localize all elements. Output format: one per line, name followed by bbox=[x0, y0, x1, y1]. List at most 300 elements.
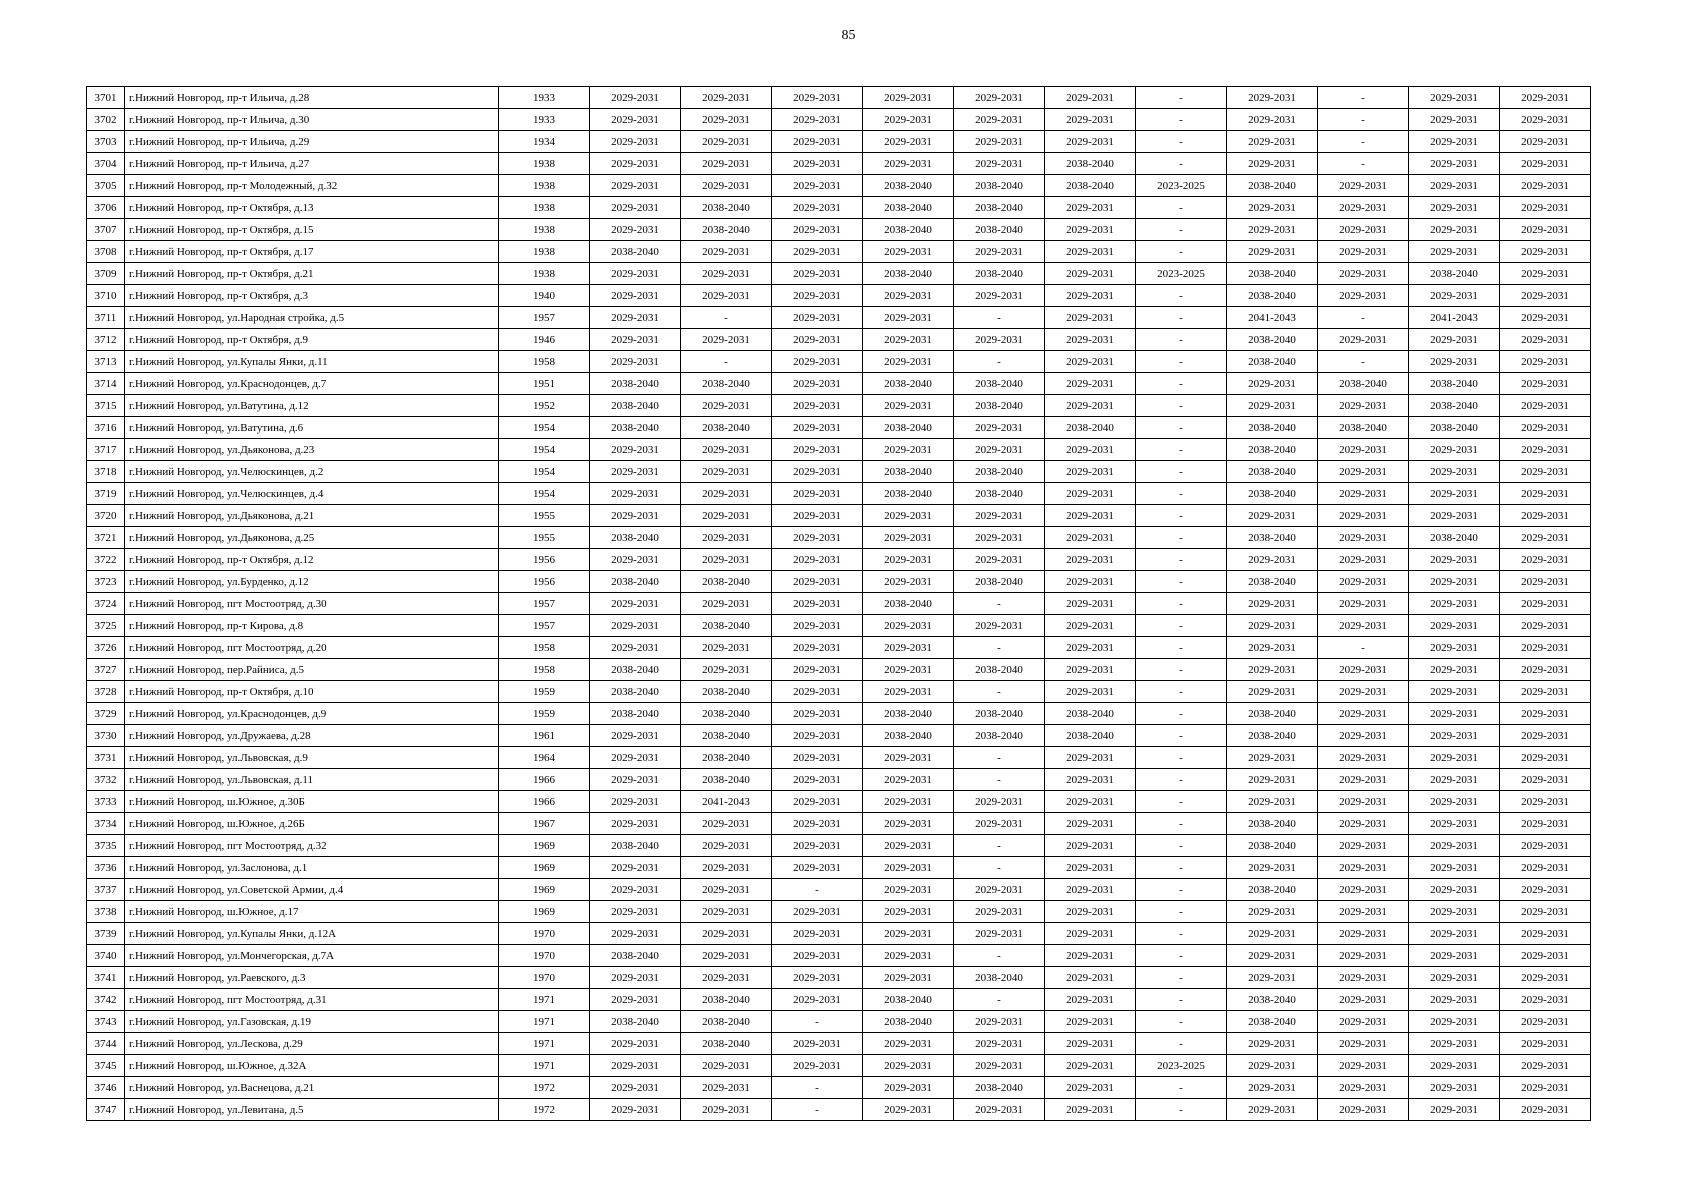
period-cell: 2029-2031 bbox=[772, 637, 863, 659]
period-cell: 2029-2031 bbox=[590, 747, 681, 769]
period-cell: 2029-2031 bbox=[1500, 1011, 1591, 1033]
period-cell: 2029-2031 bbox=[681, 461, 772, 483]
address-cell: г.Нижний Новгород, ул.Краснодонцев, д.9 bbox=[125, 703, 499, 725]
period-cell: 2029-2031 bbox=[1409, 87, 1500, 109]
year-cell: 1972 bbox=[499, 1099, 590, 1121]
period-cell: 2029-2031 bbox=[954, 241, 1045, 263]
period-cell: 2029-2031 bbox=[1318, 263, 1409, 285]
period-cell: 2029-2031 bbox=[772, 593, 863, 615]
period-cell: 2029-2031 bbox=[863, 395, 954, 417]
period-cell: - bbox=[1136, 857, 1227, 879]
period-cell: 2029-2031 bbox=[863, 439, 954, 461]
period-cell: 2029-2031 bbox=[681, 131, 772, 153]
period-cell: 2029-2031 bbox=[772, 1033, 863, 1055]
period-cell: - bbox=[1136, 395, 1227, 417]
address-cell: г.Нижний Новгород, ул.Мончегорская, д.7А bbox=[125, 945, 499, 967]
period-cell: 2029-2031 bbox=[590, 857, 681, 879]
period-cell: 2029-2031 bbox=[681, 835, 772, 857]
period-cell: 2029-2031 bbox=[1409, 879, 1500, 901]
period-cell: 2029-2031 bbox=[1045, 263, 1136, 285]
table-row bbox=[87, 1055, 1591, 1077]
table-row bbox=[87, 329, 1591, 351]
period-cell: 2029-2031 bbox=[772, 549, 863, 571]
period-cell: 2029-2031 bbox=[1318, 439, 1409, 461]
period-cell: 2029-2031 bbox=[863, 1099, 954, 1121]
row-number-cell: 3733 bbox=[87, 791, 125, 813]
period-cell: 2029-2031 bbox=[954, 791, 1045, 813]
period-cell: 2038-2040 bbox=[681, 1011, 772, 1033]
period-cell: 2029-2031 bbox=[863, 1077, 954, 1099]
period-cell: 2029-2031 bbox=[1318, 901, 1409, 923]
row-number-cell: 3745 bbox=[87, 1055, 125, 1077]
period-cell: 2038-2040 bbox=[1045, 703, 1136, 725]
period-cell: 2029-2031 bbox=[590, 593, 681, 615]
row-number-cell: 3714 bbox=[87, 373, 125, 395]
period-cell: 2029-2031 bbox=[1227, 1099, 1318, 1121]
address-cell: г.Нижний Новгород, пр-т Ильича, д.29 bbox=[125, 131, 499, 153]
table-row bbox=[87, 901, 1591, 923]
period-cell: - bbox=[1136, 945, 1227, 967]
row-number-cell: 3739 bbox=[87, 923, 125, 945]
period-cell: 2038-2040 bbox=[590, 571, 681, 593]
year-cell: 1946 bbox=[499, 329, 590, 351]
row-number-cell: 3734 bbox=[87, 813, 125, 835]
period-cell: 2038-2040 bbox=[863, 989, 954, 1011]
year-cell: 1971 bbox=[499, 1011, 590, 1033]
period-cell: 2029-2031 bbox=[1409, 483, 1500, 505]
period-cell: 2038-2040 bbox=[590, 945, 681, 967]
period-cell: 2029-2031 bbox=[1227, 219, 1318, 241]
period-cell: - bbox=[1136, 483, 1227, 505]
row-number-cell: 3703 bbox=[87, 131, 125, 153]
period-cell: 2029-2031 bbox=[1318, 681, 1409, 703]
period-cell: - bbox=[954, 747, 1045, 769]
address-cell: г.Нижний Новгород, пр-т Ильича, д.28 bbox=[125, 87, 499, 109]
period-cell: 2038-2040 bbox=[863, 483, 954, 505]
period-cell: - bbox=[1318, 109, 1409, 131]
period-cell: - bbox=[1136, 791, 1227, 813]
period-cell: 2029-2031 bbox=[772, 131, 863, 153]
period-cell: 2029-2031 bbox=[1409, 703, 1500, 725]
period-cell: - bbox=[1136, 109, 1227, 131]
period-cell: 2029-2031 bbox=[1409, 989, 1500, 1011]
period-cell: 2038-2040 bbox=[954, 175, 1045, 197]
year-cell: 1938 bbox=[499, 197, 590, 219]
period-cell: 2029-2031 bbox=[772, 659, 863, 681]
period-cell: - bbox=[1136, 1011, 1227, 1033]
period-cell: 2029-2031 bbox=[863, 527, 954, 549]
period-cell: - bbox=[1136, 505, 1227, 527]
period-cell: 2029-2031 bbox=[590, 197, 681, 219]
period-cell: 2029-2031 bbox=[772, 439, 863, 461]
period-cell: 2029-2031 bbox=[772, 153, 863, 175]
year-cell: 1938 bbox=[499, 153, 590, 175]
year-cell: 1966 bbox=[499, 769, 590, 791]
period-cell: 2029-2031 bbox=[1500, 769, 1591, 791]
period-cell: 2038-2040 bbox=[954, 219, 1045, 241]
period-cell: - bbox=[1136, 703, 1227, 725]
period-cell: 2029-2031 bbox=[863, 87, 954, 109]
period-cell: 2038-2040 bbox=[863, 417, 954, 439]
period-cell: 2029-2031 bbox=[1045, 923, 1136, 945]
period-cell: 2029-2031 bbox=[1318, 285, 1409, 307]
address-cell: г.Нижний Новгород, пр-т Октября, д.3 bbox=[125, 285, 499, 307]
table-row bbox=[87, 989, 1591, 1011]
period-cell: - bbox=[1136, 637, 1227, 659]
period-cell: 2029-2031 bbox=[1045, 307, 1136, 329]
row-number-cell: 3743 bbox=[87, 1011, 125, 1033]
address-cell: г.Нижний Новгород, ул.Краснодонцев, д.7 bbox=[125, 373, 499, 395]
period-cell: 2029-2031 bbox=[590, 153, 681, 175]
address-cell: г.Нижний Новгород, ул.Ватутина, д.6 bbox=[125, 417, 499, 439]
period-cell: 2029-2031 bbox=[1318, 1033, 1409, 1055]
period-cell: 2029-2031 bbox=[954, 439, 1045, 461]
period-cell: 2029-2031 bbox=[1500, 175, 1591, 197]
period-cell: 2029-2031 bbox=[1227, 901, 1318, 923]
row-number-cell: 3716 bbox=[87, 417, 125, 439]
period-cell: 2029-2031 bbox=[1227, 681, 1318, 703]
year-cell: 1959 bbox=[499, 703, 590, 725]
period-cell: 2038-2040 bbox=[863, 703, 954, 725]
period-cell: 2038-2040 bbox=[954, 197, 1045, 219]
period-cell: 2029-2031 bbox=[772, 857, 863, 879]
period-cell: 2029-2031 bbox=[1227, 87, 1318, 109]
period-cell: 2029-2031 bbox=[1409, 109, 1500, 131]
period-cell: 2029-2031 bbox=[1045, 87, 1136, 109]
period-cell: 2029-2031 bbox=[772, 483, 863, 505]
period-cell: - bbox=[1136, 593, 1227, 615]
table-row bbox=[87, 549, 1591, 571]
year-cell: 1957 bbox=[499, 593, 590, 615]
period-cell: 2029-2031 bbox=[1500, 307, 1591, 329]
period-cell: 2029-2031 bbox=[1045, 835, 1136, 857]
period-cell: - bbox=[1136, 153, 1227, 175]
period-cell: 2029-2031 bbox=[1409, 571, 1500, 593]
period-cell: 2029-2031 bbox=[1318, 747, 1409, 769]
period-cell: 2029-2031 bbox=[863, 747, 954, 769]
period-cell: - bbox=[772, 1011, 863, 1033]
period-cell: 2029-2031 bbox=[1227, 593, 1318, 615]
address-cell: г.Нижний Новгород, ш.Южное, д.30Б bbox=[125, 791, 499, 813]
row-number-cell: 3738 bbox=[87, 901, 125, 923]
row-number-cell: 3727 bbox=[87, 659, 125, 681]
period-cell: 2029-2031 bbox=[1409, 791, 1500, 813]
period-cell: 2029-2031 bbox=[1045, 945, 1136, 967]
period-cell: 2029-2031 bbox=[772, 351, 863, 373]
period-cell: 2038-2040 bbox=[1227, 1011, 1318, 1033]
period-cell: 2029-2031 bbox=[1409, 813, 1500, 835]
period-cell: 2029-2031 bbox=[1500, 351, 1591, 373]
period-cell: 2029-2031 bbox=[1045, 351, 1136, 373]
period-cell: 2029-2031 bbox=[1500, 373, 1591, 395]
period-cell: 2038-2040 bbox=[590, 527, 681, 549]
period-cell: 2029-2031 bbox=[590, 989, 681, 1011]
period-cell: - bbox=[1136, 901, 1227, 923]
period-cell: 2029-2031 bbox=[1409, 725, 1500, 747]
period-cell: 2029-2031 bbox=[1409, 241, 1500, 263]
address-cell: г.Нижний Новгород, ул.Купалы Янки, д.11 bbox=[125, 351, 499, 373]
period-cell: 2029-2031 bbox=[1409, 461, 1500, 483]
period-cell: 2038-2040 bbox=[863, 725, 954, 747]
period-cell: 2029-2031 bbox=[1045, 439, 1136, 461]
period-cell: 2029-2031 bbox=[1045, 593, 1136, 615]
period-cell: 2029-2031 bbox=[1227, 373, 1318, 395]
period-cell: 2029-2031 bbox=[863, 109, 954, 131]
period-cell: 2029-2031 bbox=[1409, 593, 1500, 615]
period-cell: 2029-2031 bbox=[1318, 857, 1409, 879]
year-cell: 1957 bbox=[499, 307, 590, 329]
period-cell: 2029-2031 bbox=[590, 505, 681, 527]
period-cell: 2029-2031 bbox=[590, 109, 681, 131]
period-cell: 2029-2031 bbox=[863, 835, 954, 857]
period-cell: 2029-2031 bbox=[1500, 153, 1591, 175]
period-cell: 2029-2031 bbox=[863, 571, 954, 593]
period-cell: - bbox=[1136, 329, 1227, 351]
period-cell: 2029-2031 bbox=[1045, 659, 1136, 681]
row-number-cell: 3708 bbox=[87, 241, 125, 263]
period-cell: 2038-2040 bbox=[1227, 989, 1318, 1011]
period-cell: 2029-2031 bbox=[1227, 1077, 1318, 1099]
period-cell: 2038-2040 bbox=[1227, 439, 1318, 461]
period-cell: 2029-2031 bbox=[1227, 769, 1318, 791]
period-cell: 2029-2031 bbox=[863, 307, 954, 329]
period-cell: 2029-2031 bbox=[590, 967, 681, 989]
year-cell: 1958 bbox=[499, 351, 590, 373]
period-cell: 2029-2031 bbox=[1500, 131, 1591, 153]
period-cell: - bbox=[954, 989, 1045, 1011]
period-cell: 2029-2031 bbox=[863, 1033, 954, 1055]
period-cell: 2029-2031 bbox=[1500, 747, 1591, 769]
period-cell: 2038-2040 bbox=[681, 615, 772, 637]
row-number-cell: 3704 bbox=[87, 153, 125, 175]
period-cell: 2029-2031 bbox=[1500, 439, 1591, 461]
address-cell: г.Нижний Новгород, ш.Южное, д.32А bbox=[125, 1055, 499, 1077]
period-cell: 2038-2040 bbox=[863, 461, 954, 483]
row-number-cell: 3735 bbox=[87, 835, 125, 857]
period-cell: 2029-2031 bbox=[954, 1011, 1045, 1033]
period-cell: 2029-2031 bbox=[681, 1099, 772, 1121]
period-cell: 2029-2031 bbox=[590, 439, 681, 461]
period-cell: 2029-2031 bbox=[1500, 681, 1591, 703]
period-cell: 2029-2031 bbox=[863, 769, 954, 791]
period-cell: 2029-2031 bbox=[1227, 1055, 1318, 1077]
period-cell: - bbox=[954, 769, 1045, 791]
row-number-cell: 3742 bbox=[87, 989, 125, 1011]
row-number-cell: 3713 bbox=[87, 351, 125, 373]
period-cell: 2029-2031 bbox=[590, 1055, 681, 1077]
period-cell: 2029-2031 bbox=[772, 329, 863, 351]
period-cell: 2038-2040 bbox=[1227, 571, 1318, 593]
row-number-cell: 3701 bbox=[87, 87, 125, 109]
address-cell: г.Нижний Новгород, ул.Левитана, д.5 bbox=[125, 1099, 499, 1121]
period-cell: - bbox=[1136, 1033, 1227, 1055]
address-cell: г.Нижний Новгород, пр-т Молодежный, д.32 bbox=[125, 175, 499, 197]
period-cell: 2029-2031 bbox=[954, 923, 1045, 945]
period-cell: - bbox=[1136, 197, 1227, 219]
period-cell: 2023-2025 bbox=[1136, 1055, 1227, 1077]
period-cell: 2029-2031 bbox=[590, 1033, 681, 1055]
period-cell: - bbox=[1136, 725, 1227, 747]
period-cell: 2029-2031 bbox=[681, 1077, 772, 1099]
row-number-cell: 3706 bbox=[87, 197, 125, 219]
period-cell: - bbox=[954, 637, 1045, 659]
period-cell: 2029-2031 bbox=[1045, 197, 1136, 219]
period-cell: 2029-2031 bbox=[1227, 153, 1318, 175]
row-number-cell: 3726 bbox=[87, 637, 125, 659]
period-cell: 2029-2031 bbox=[1045, 285, 1136, 307]
address-cell: г.Нижний Новгород, пгт Мостоотряд, д.30 bbox=[125, 593, 499, 615]
period-cell: 2029-2031 bbox=[1500, 659, 1591, 681]
period-cell: 2029-2031 bbox=[1409, 637, 1500, 659]
period-cell: 2038-2040 bbox=[681, 373, 772, 395]
year-cell: 1972 bbox=[499, 1077, 590, 1099]
period-cell: 2029-2031 bbox=[1500, 857, 1591, 879]
period-cell: 2029-2031 bbox=[1227, 857, 1318, 879]
period-cell: 2038-2040 bbox=[1227, 835, 1318, 857]
year-cell: 1954 bbox=[499, 483, 590, 505]
period-cell: 2029-2031 bbox=[1500, 615, 1591, 637]
address-cell: г.Нижний Новгород, ул.Заслонова, д.1 bbox=[125, 857, 499, 879]
period-cell: 2029-2031 bbox=[1045, 791, 1136, 813]
period-cell: 2038-2040 bbox=[1227, 351, 1318, 373]
address-cell: г.Нижний Новгород, ул.Дружаева, д.28 bbox=[125, 725, 499, 747]
period-cell: 2029-2031 bbox=[681, 241, 772, 263]
period-cell: 2029-2031 bbox=[772, 527, 863, 549]
period-cell: 2029-2031 bbox=[590, 351, 681, 373]
period-cell: 2038-2040 bbox=[681, 989, 772, 1011]
period-cell: 2029-2031 bbox=[681, 593, 772, 615]
period-cell: 2029-2031 bbox=[590, 285, 681, 307]
period-cell: 2029-2031 bbox=[681, 439, 772, 461]
table-row bbox=[87, 923, 1591, 945]
period-cell: 2029-2031 bbox=[681, 109, 772, 131]
table-row bbox=[87, 791, 1591, 813]
table-row bbox=[87, 593, 1591, 615]
address-cell: г.Нижний Новгород, ул.Дьяконова, д.25 bbox=[125, 527, 499, 549]
period-cell: 2029-2031 bbox=[1318, 923, 1409, 945]
period-cell: 2038-2040 bbox=[1045, 725, 1136, 747]
address-cell: г.Нижний Новгород, ул.Ватутина, д.12 bbox=[125, 395, 499, 417]
period-cell: 2029-2031 bbox=[772, 1055, 863, 1077]
year-cell: 1955 bbox=[499, 505, 590, 527]
period-cell: 2029-2031 bbox=[590, 175, 681, 197]
period-cell: 2029-2031 bbox=[1045, 747, 1136, 769]
year-cell: 1938 bbox=[499, 263, 590, 285]
period-cell: - bbox=[1136, 241, 1227, 263]
period-cell: 2038-2040 bbox=[681, 681, 772, 703]
row-number-cell: 3709 bbox=[87, 263, 125, 285]
period-cell: - bbox=[1136, 659, 1227, 681]
period-cell: 2029-2031 bbox=[1227, 197, 1318, 219]
year-cell: 1958 bbox=[499, 637, 590, 659]
table-row bbox=[87, 747, 1591, 769]
period-cell: 2029-2031 bbox=[681, 637, 772, 659]
period-cell: 2029-2031 bbox=[954, 1033, 1045, 1055]
period-cell: 2029-2031 bbox=[863, 131, 954, 153]
period-cell: 2029-2031 bbox=[1045, 241, 1136, 263]
period-cell: 2029-2031 bbox=[863, 329, 954, 351]
address-cell: г.Нижний Новгород, ул.Советской Армии, д.4 bbox=[125, 879, 499, 901]
period-cell: 2029-2031 bbox=[1318, 329, 1409, 351]
period-cell: - bbox=[1136, 813, 1227, 835]
period-cell: 2029-2031 bbox=[1500, 1055, 1591, 1077]
address-cell: г.Нижний Новгород, ш.Южное, д.17 bbox=[125, 901, 499, 923]
table-row bbox=[87, 967, 1591, 989]
period-cell: 2029-2031 bbox=[1409, 1011, 1500, 1033]
period-cell: 2029-2031 bbox=[954, 153, 1045, 175]
period-cell: 2029-2031 bbox=[681, 285, 772, 307]
period-cell: 2029-2031 bbox=[1227, 747, 1318, 769]
period-cell: 2029-2031 bbox=[772, 769, 863, 791]
period-cell: 2029-2031 bbox=[1045, 483, 1136, 505]
table-row bbox=[87, 131, 1591, 153]
table-row bbox=[87, 417, 1591, 439]
year-cell: 1954 bbox=[499, 417, 590, 439]
period-cell: 2029-2031 bbox=[1500, 505, 1591, 527]
period-cell: 2038-2040 bbox=[1227, 483, 1318, 505]
period-cell: 2038-2040 bbox=[1227, 813, 1318, 835]
row-number-cell: 3747 bbox=[87, 1099, 125, 1121]
period-cell: 2029-2031 bbox=[1409, 1099, 1500, 1121]
row-number-cell: 3724 bbox=[87, 593, 125, 615]
period-cell: 2029-2031 bbox=[772, 945, 863, 967]
period-cell: 2029-2031 bbox=[1500, 1099, 1591, 1121]
period-cell: 2029-2031 bbox=[1318, 197, 1409, 219]
table-row bbox=[87, 571, 1591, 593]
period-cell: 2029-2031 bbox=[863, 967, 954, 989]
table-row bbox=[87, 835, 1591, 857]
period-cell: 2029-2031 bbox=[1409, 967, 1500, 989]
period-cell: 2029-2031 bbox=[863, 615, 954, 637]
period-cell: - bbox=[954, 835, 1045, 857]
period-cell: 2029-2031 bbox=[772, 791, 863, 813]
period-cell: 2029-2031 bbox=[1409, 175, 1500, 197]
period-cell: 2038-2040 bbox=[1227, 879, 1318, 901]
period-cell: 2029-2031 bbox=[1227, 505, 1318, 527]
row-number-cell: 3740 bbox=[87, 945, 125, 967]
period-cell: 2029-2031 bbox=[863, 153, 954, 175]
period-cell: 2038-2040 bbox=[1227, 175, 1318, 197]
period-cell: 2038-2040 bbox=[1227, 285, 1318, 307]
period-cell: 2029-2031 bbox=[863, 857, 954, 879]
address-cell: г.Нижний Новгород, ул.Бурденко, д.12 bbox=[125, 571, 499, 593]
period-cell: 2029-2031 bbox=[1045, 901, 1136, 923]
period-cell: 2029-2031 bbox=[1409, 945, 1500, 967]
period-cell: 2029-2031 bbox=[590, 87, 681, 109]
year-cell: 1970 bbox=[499, 945, 590, 967]
period-cell: 2038-2040 bbox=[681, 725, 772, 747]
table-row bbox=[87, 703, 1591, 725]
period-cell: 2029-2031 bbox=[681, 901, 772, 923]
period-cell: - bbox=[954, 307, 1045, 329]
period-cell: 2029-2031 bbox=[1227, 923, 1318, 945]
period-cell: 2029-2031 bbox=[1318, 571, 1409, 593]
period-cell: 2029-2031 bbox=[590, 879, 681, 901]
period-cell: 2029-2031 bbox=[1045, 395, 1136, 417]
period-cell: 2038-2040 bbox=[1409, 527, 1500, 549]
period-cell: 2029-2031 bbox=[681, 395, 772, 417]
year-cell: 1955 bbox=[499, 527, 590, 549]
period-cell: 2038-2040 bbox=[954, 703, 1045, 725]
period-cell: 2029-2031 bbox=[1409, 329, 1500, 351]
period-cell: - bbox=[772, 1099, 863, 1121]
table-row bbox=[87, 1033, 1591, 1055]
period-cell: 2029-2031 bbox=[681, 527, 772, 549]
row-number-cell: 3730 bbox=[87, 725, 125, 747]
period-cell: 2029-2031 bbox=[590, 1099, 681, 1121]
period-cell: 2029-2031 bbox=[1500, 549, 1591, 571]
year-cell: 1971 bbox=[499, 1033, 590, 1055]
